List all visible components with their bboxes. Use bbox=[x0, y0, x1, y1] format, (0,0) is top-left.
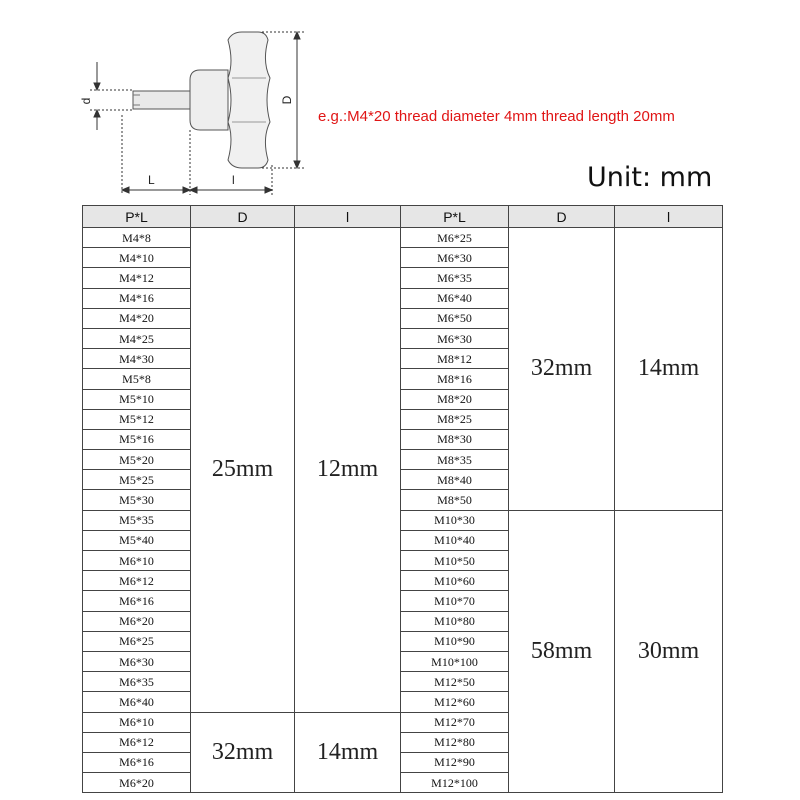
header-pl-right: P*L bbox=[401, 206, 509, 228]
left-pl-cell: M6*12 bbox=[83, 732, 191, 752]
table-row bbox=[83, 510, 723, 530]
right-pl-cell: M6*35 bbox=[401, 268, 509, 288]
right-pl-cell: M8*12 bbox=[401, 349, 509, 369]
left-pl-cell: M6*30 bbox=[83, 651, 191, 671]
left-pl-cell: M4*16 bbox=[83, 288, 191, 308]
thread-shaft bbox=[133, 91, 190, 109]
knob-hub bbox=[190, 70, 228, 130]
right-pl-cell: M8*50 bbox=[401, 490, 509, 510]
d-dimension bbox=[90, 62, 133, 130]
right-d-value-cell: 32mm bbox=[509, 228, 615, 511]
right-l-value-cell: 30mm bbox=[615, 510, 723, 793]
left-pl-cell: M6*40 bbox=[83, 692, 191, 712]
left-pl-cell: M6*10 bbox=[83, 712, 191, 732]
header-l-right: l bbox=[615, 206, 723, 228]
left-pl-cell: M5*10 bbox=[83, 389, 191, 409]
spec-table bbox=[82, 205, 723, 793]
header-d-left: D bbox=[191, 206, 295, 228]
left-pl-cell: M6*12 bbox=[83, 571, 191, 591]
right-pl-cell: M10*60 bbox=[401, 571, 509, 591]
right-pl-cell: M12*90 bbox=[401, 752, 509, 772]
knob-head bbox=[228, 32, 270, 168]
right-pl-cell: M10*50 bbox=[401, 551, 509, 571]
l-label: l bbox=[232, 173, 235, 187]
left-pl-cell: M4*12 bbox=[83, 268, 191, 288]
example-text: e.g.:M4*20 thread diameter 4mm thread length 20mm bbox=[318, 108, 675, 125]
right-pl-cell: M10*80 bbox=[401, 611, 509, 631]
L-label: L bbox=[148, 173, 155, 187]
right-pl-cell: M8*16 bbox=[401, 369, 509, 389]
right-pl-cell: M10*90 bbox=[401, 631, 509, 651]
right-pl-cell: M12*60 bbox=[401, 692, 509, 712]
right-pl-cell: M12*50 bbox=[401, 672, 509, 692]
right-pl-cell: M8*30 bbox=[401, 429, 509, 449]
left-pl-cell: M4*10 bbox=[83, 248, 191, 268]
header-row bbox=[83, 206, 723, 228]
left-pl-cell: M6*35 bbox=[83, 672, 191, 692]
right-pl-cell: M8*35 bbox=[401, 450, 509, 470]
left-pl-cell: M6*25 bbox=[83, 631, 191, 651]
right-d-value-cell: 58mm bbox=[509, 510, 615, 793]
left-pl-cell: M6*20 bbox=[83, 773, 191, 793]
header-l-left: l bbox=[295, 206, 401, 228]
left-pl-cell: M6*20 bbox=[83, 611, 191, 631]
right-pl-cell: M10*30 bbox=[401, 510, 509, 530]
right-pl-cell: M6*25 bbox=[401, 228, 509, 248]
left-pl-cell: M6*16 bbox=[83, 591, 191, 611]
right-pl-cell: M6*50 bbox=[401, 308, 509, 328]
left-l-value-cell: 14mm bbox=[295, 712, 401, 793]
left-pl-cell: M4*8 bbox=[83, 228, 191, 248]
left-pl-cell: M5*16 bbox=[83, 429, 191, 449]
left-pl-cell: M5*30 bbox=[83, 490, 191, 510]
right-pl-cell: M8*20 bbox=[401, 389, 509, 409]
unit-label: Unit: mm bbox=[587, 162, 713, 193]
left-pl-cell: M6*16 bbox=[83, 752, 191, 772]
right-pl-cell: M12*80 bbox=[401, 732, 509, 752]
left-pl-cell: M5*25 bbox=[83, 470, 191, 490]
right-pl-cell: M8*25 bbox=[401, 409, 509, 429]
right-pl-cell: M6*40 bbox=[401, 288, 509, 308]
right-l-value-cell: 14mm bbox=[615, 228, 723, 511]
header-pl-left: P*L bbox=[83, 206, 191, 228]
table-row bbox=[83, 228, 723, 248]
right-pl-cell: M6*30 bbox=[401, 328, 509, 348]
right-pl-cell: M12*70 bbox=[401, 712, 509, 732]
left-d-value-cell: 25mm bbox=[191, 228, 295, 713]
right-pl-cell: M10*100 bbox=[401, 651, 509, 671]
left-pl-cell: M5*20 bbox=[83, 450, 191, 470]
right-pl-cell: M12*100 bbox=[401, 773, 509, 793]
left-pl-cell: M5*8 bbox=[83, 369, 191, 389]
left-pl-cell: M5*40 bbox=[83, 530, 191, 550]
right-pl-cell: M10*40 bbox=[401, 530, 509, 550]
right-pl-cell: M10*70 bbox=[401, 591, 509, 611]
left-l-value-cell: 12mm bbox=[295, 228, 401, 713]
d-label: d bbox=[79, 97, 93, 105]
left-d-value-cell: 32mm bbox=[191, 712, 295, 793]
left-pl-cell: M6*10 bbox=[83, 551, 191, 571]
right-pl-cell: M8*40 bbox=[401, 470, 509, 490]
left-pl-cell: M5*12 bbox=[83, 409, 191, 429]
D-label: D bbox=[280, 95, 294, 105]
left-pl-cell: M4*30 bbox=[83, 349, 191, 369]
right-pl-cell: M6*30 bbox=[401, 248, 509, 268]
left-pl-cell: M4*25 bbox=[83, 328, 191, 348]
header-d-right: D bbox=[509, 206, 615, 228]
left-pl-cell: M5*35 bbox=[83, 510, 191, 530]
left-pl-cell: M4*20 bbox=[83, 308, 191, 328]
